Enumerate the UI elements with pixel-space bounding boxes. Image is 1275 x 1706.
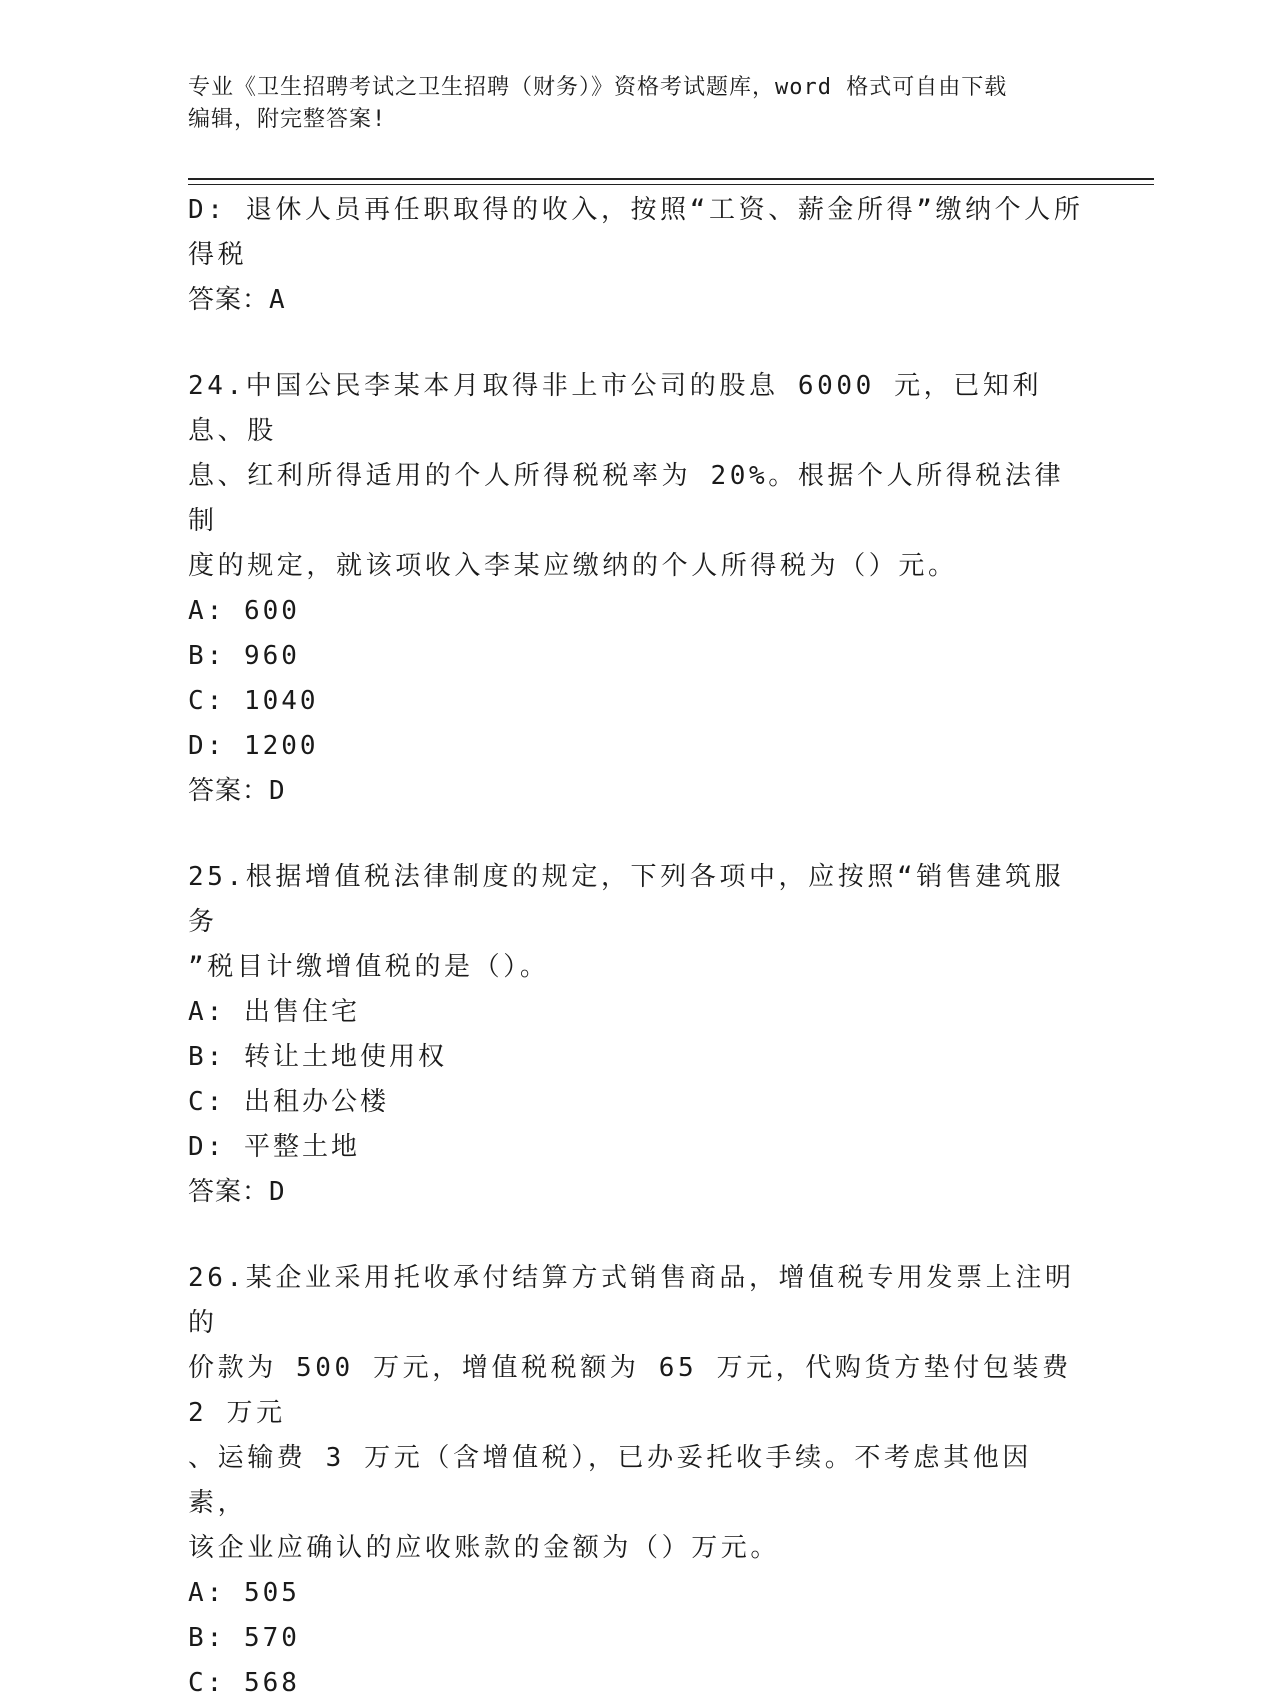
option-c: C: 出租办公楼 — [188, 1087, 389, 1117]
option-d-continued: 得税 — [188, 240, 248, 270]
question-25 — [188, 855, 1088, 1215]
question-text: 价款为 500 万元，增值税税额为 65 万元，代购货方垫付包装费 2 万元 — [188, 1353, 1091, 1428]
header-divider-thin — [188, 184, 1154, 185]
question-text: 25.根据增值税法律制度的规定，下列各项中，应按照“销售建筑服务 — [188, 862, 1065, 937]
question-26 — [188, 1256, 1091, 1706]
question-text: 24.中国公民李某本月取得非上市公司的股息 6000 元，已知利息、股 — [188, 371, 1043, 446]
option-b: B: 960 — [188, 641, 300, 671]
question-text: 26.某企业采用托收承付结算方式销售商品，增值税专用发票上注明的 — [188, 1263, 1075, 1338]
header-divider-thick — [188, 178, 1154, 180]
question-text: 该企业应确认的应收账款的金额为（）万元。 — [188, 1533, 781, 1563]
option-a: A: 505 — [188, 1578, 300, 1608]
option-d: D: 退休人员再任职取得的收入，按照“工资、薪金所得”缴纳个人所 — [188, 195, 1084, 225]
option-d: D: 平整土地 — [188, 1132, 360, 1162]
question-text: 、运输费 3 万元（含增值税），已办妥托收手续。不考虑其他因素， — [188, 1443, 1032, 1518]
answer-label: 答案：A — [188, 285, 286, 315]
option-a: A: 600 — [188, 596, 300, 626]
question-text: 息、红利所得适用的个人所得税税率为 20%。根据个人所得税法律制 — [188, 461, 1065, 536]
option-c: C: 1040 — [188, 686, 319, 716]
prev-question-block — [188, 188, 1088, 323]
question-text: ”税目计缴增值税的是（）。 — [188, 952, 550, 982]
option-c: C: 568 — [188, 1668, 300, 1698]
option-a: A: 出售住宅 — [188, 997, 360, 1027]
option-b: B: 570 — [188, 1623, 300, 1653]
question-24 — [188, 364, 1088, 814]
question-text: 度的规定，就该项收入李某应缴纳的个人所得税为（）元。 — [188, 551, 958, 581]
answer-label: 答案：D — [188, 776, 286, 806]
header-line-2: 编辑，附完整答案! — [188, 107, 387, 132]
answer-label: 答案：D — [188, 1177, 286, 1207]
option-b: B: 转让土地使用权 — [188, 1042, 447, 1072]
question-content — [188, 188, 1091, 1706]
option-d: D: 1200 — [188, 731, 319, 761]
header-line-1: 专业《卫生招聘考试之卫生招聘（财务）》资格考试题库，word 格式可自由下载 — [188, 75, 1008, 100]
document-header — [188, 72, 1088, 136]
